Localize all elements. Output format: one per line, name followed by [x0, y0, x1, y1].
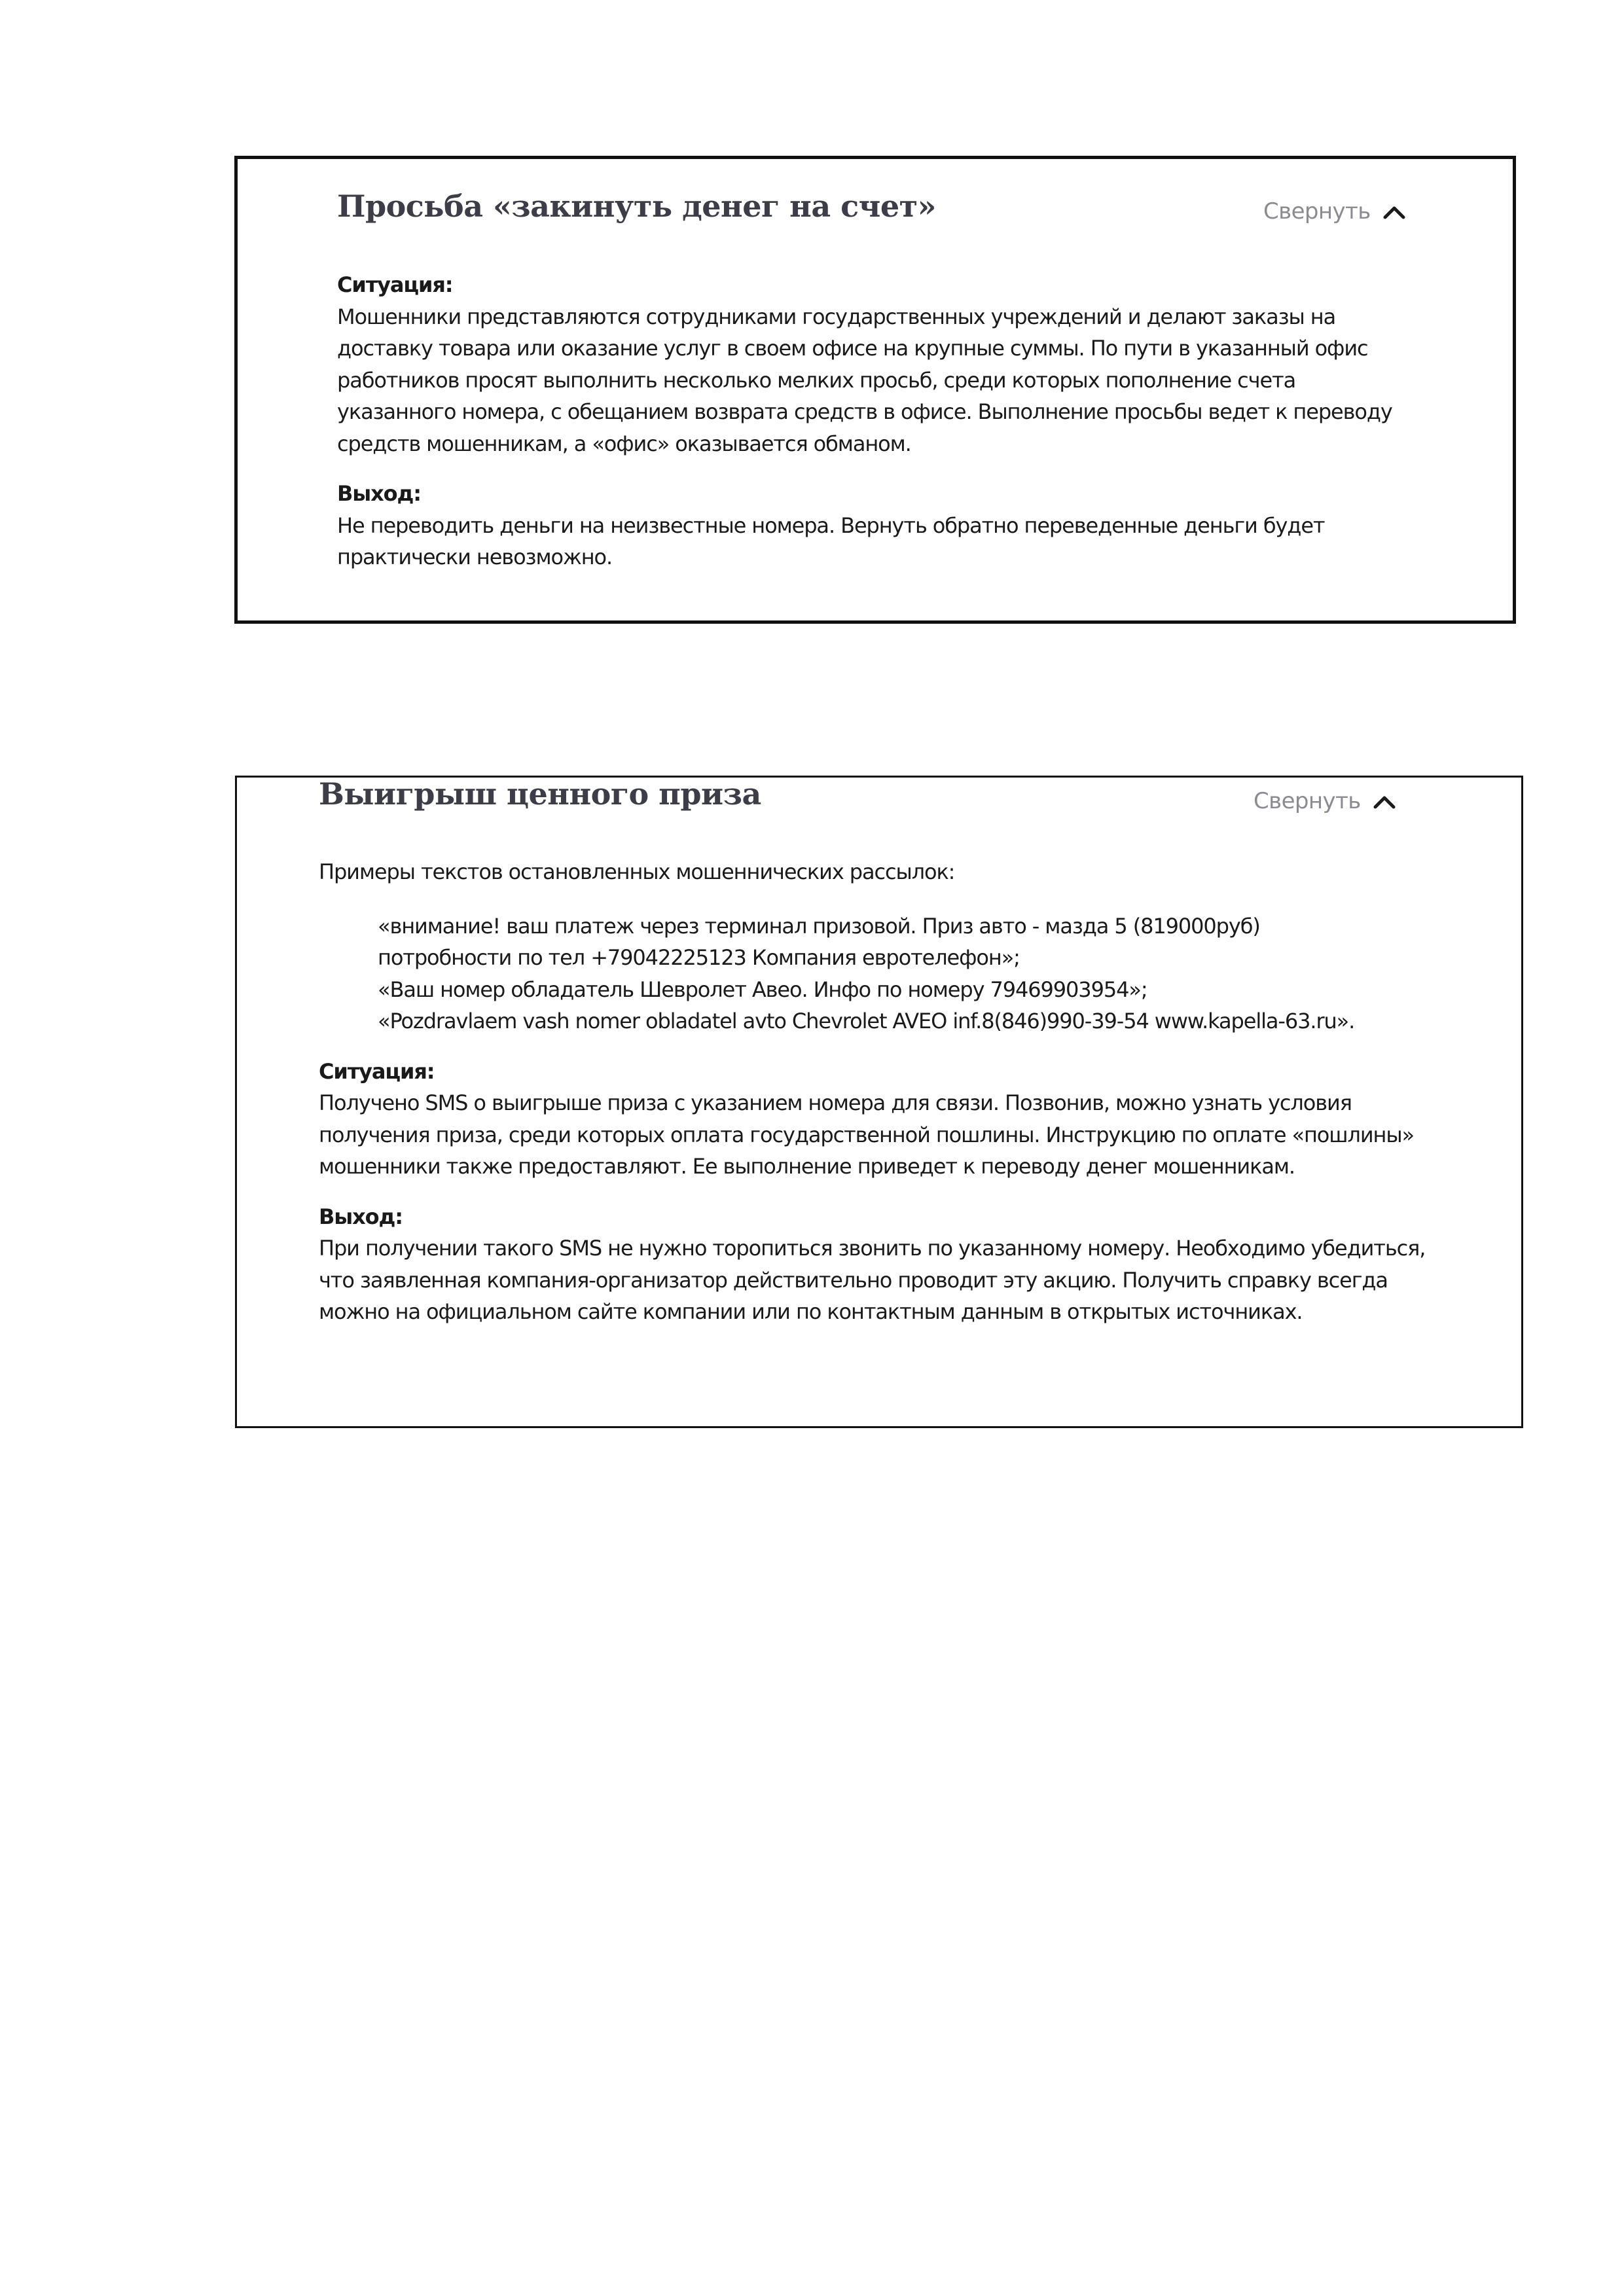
- scam-card-prize-win: [235, 776, 1523, 1428]
- chevron-up-icon: [1381, 202, 1407, 221]
- card-body: [319, 856, 1432, 1328]
- exit-text: Не переводить деньги на неизвестные номера. Вернуть обратно переведенные деньги будет практически невозможно.: [337, 512, 1325, 569]
- situation-text: Мошенники представляются сотрудниками государственных учреждений и делают заказы на доставку товара или оказание услуг в своем офисе на крупные суммы. По пути в указанный офис работников просят выполнить несколько мелких просьб, среди которых пополнение счета указанного номера, с обещанием возврата средств в офисе. Выполнение просьбы ведет к переводу средств мошенникам, а «офис» оказывается обманом.: [337, 304, 1392, 456]
- situation-text: Получено SMS о выигрыше приза с указанием номера для связи. Позвонив, можно узнать условия получения приза, среди которых оплата государственной пошлины. Инструкцию по оплате «пошлины» мошенники также предоставляют. Ее выполнение приведет к переводу денег мошенникам.: [319, 1090, 1414, 1179]
- example-line: «Pozdravlaem vash nomer obladatel avto Chevrolet AVEO inf.8(846)990-39-54 www.kapella-63.ru».: [378, 1009, 1355, 1033]
- exit-label: Выход:: [337, 481, 421, 506]
- scam-card-money-transfer: [234, 156, 1516, 624]
- card-title: Выигрыш ценного приза: [319, 776, 761, 812]
- collapse-button[interactable]: [1263, 198, 1407, 224]
- example-line: «Ваш номер обладатель Шевролет Авео. Инфо по номеру 79469903954»;: [378, 977, 1147, 1002]
- card-body: [337, 269, 1411, 573]
- card-title: Просьба «закинуть денег на счет»: [337, 188, 936, 224]
- collapse-button-label: Свернуть: [1254, 788, 1361, 814]
- exit-label: Выход:: [319, 1204, 403, 1229]
- exit-text: При получении такого SMS не нужно торопиться звонить по указанному номеру. Необходимо убедиться, что заявленная компания-организатор действительно проводит эту акцию. Получить справку всегда можно на официальном сайте компании или по контактным данным в открытых источниках.: [319, 1236, 1426, 1324]
- situation-label: Ситуация:: [319, 1058, 435, 1084]
- collapse-button-label: Свернуть: [1263, 198, 1371, 224]
- collapse-button[interactable]: [1254, 788, 1398, 814]
- situation-label: Ситуация:: [337, 272, 453, 297]
- chevron-up-icon: [1371, 791, 1398, 811]
- example-line: потробности по тел +79042225123 Компания евротелефон»;: [378, 945, 1020, 970]
- examples-intro: Примеры текстов остановленных мошеннических рассылок:: [319, 859, 955, 884]
- example-line: «внимание! ваш платеж через терминал призовой. Приз авто - мазда 5 (819000руб): [378, 913, 1260, 939]
- examples-list: [319, 910, 1432, 1037]
